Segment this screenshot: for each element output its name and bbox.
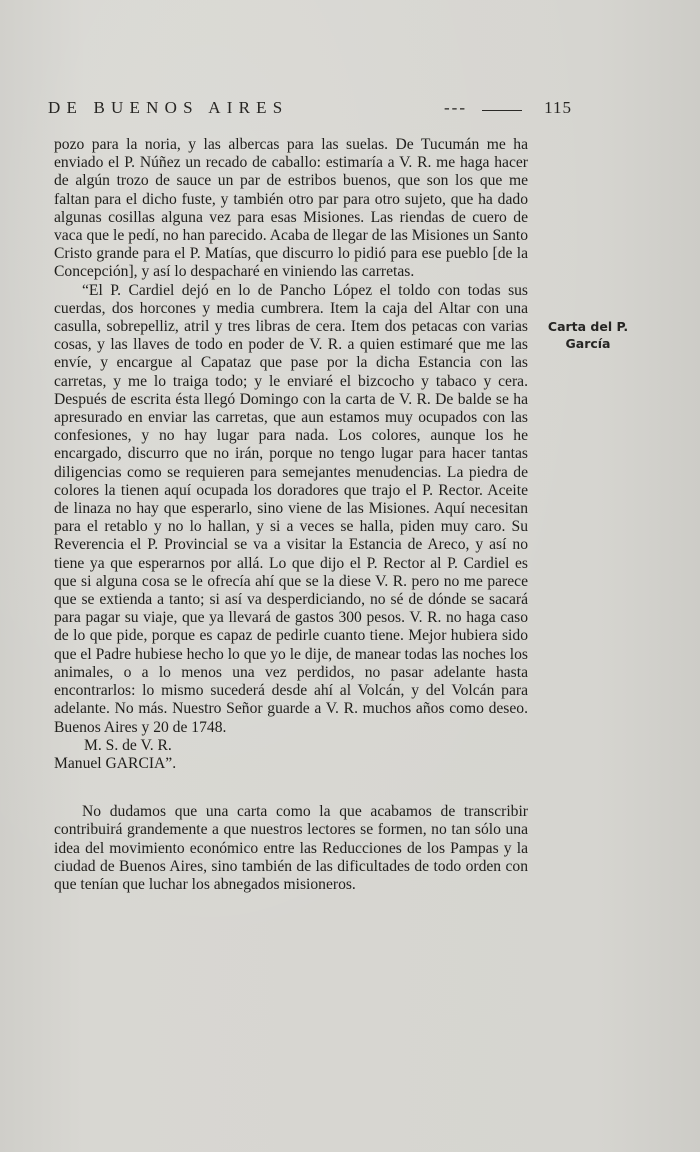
margin-note-line-2: García [565,336,611,351]
page-number: 115 [544,98,572,117]
paragraph-letter: “El P. Cardiel dejó en lo de Pancho López el toldo con todas sus cuerdas, dos horcones y media cumbrera. Item la caja del Altar con una casulla, sobrepelliz, atril y tres libras de cera. Item dos petacas con varias cosas, y las llaves de todo en poder de V. R. a quien estimaré que me las envíe, y encargue al Capataz que pase por la dicha Estancia con las carretas, y me lo traiga todo; y le enviaré el bizcocho y tabaco y cera. Después de escrita ésta llegó Domingo con la carta de V. R. De balde se ha apresurado en enviar las carretas, que aun estamos muy ocupados con las confesiones, y no hay lugar para nada. Los colores, aunque los he encargado, discurro que no irán, porque no tengo lugar para hacer tantas diligencias como se requieren para semejantes menudencias. La piedra de colores la tienen aquí ocupada los doradores que trajo el P. Rector. Aceite de linaza no hay que esperarlo, sino viene de las Misiones. Aquí necesitan para el retablo y no lo hallan, y si a veces se halla, piden muy caro. Su Reverencia el P. Provincial se va a visitar la Estancia de Areco, y así no tiene ya que esperarnos por allá. Lo que dijo el P. Rector al P. Cardiel es que si alguna cosa se le ofrecía ahí que se la diese V. R. pero no me parece que se extienda a tanto; si así va desperdiciando, no sé de dónde se sacará para pagar su viaje, que ya llevará de gastos 300 pesos. V. R. no haga caso de lo que pide, porque es capaz de pedirle cuanto tiene. Mejor hubiera sido que el Padre hubiese hecho lo que yo le dije, de manear todas las noches los animales, o a lo menos una vez perdidos, no pasar adelante hasta encontrarlos: lo mismo sucederá desde ahí al Volcán, y del Volcán para adelante. No más. Nuestro Señor guarde a V. R. muchos años como deseo. Buenos Aires y 20 de 1748. [54,281,528,736]
main-text [54,136,528,894]
running-title: DE BUENOS AIRES [48,98,289,117]
running-header [48,98,572,122]
paragraph-continued: pozo para la noria, y las albercas para las suelas. De Tucumán me ha enviado el P. Núñez un recado de caballo: estimaría a V. R. me haga hacer de algún trozo de sauce un par de estribos buenos, que son los que me faltan para el dicho fuste, y también otro par para otro sujeto, que ha dado algunas cosillas alguna vez para esas Misiones. Las riendas de cuero de vaca que le pedí, no han parecido. Acaba de llegar de las Misiones un Santo Cristo grande para el P. Matías, que discurro lo pidió para ese pueblo [de la Concepción], y así lo despacharé en viniendo las carretas. [54,136,528,281]
header-dashes: --- [444,98,467,117]
paragraph-commentary: No dudamos que una carta como la que acabamos de transcribir contribuirá grandemente a que nuestros lectores se formen, no tan sólo una idea del movimiento económico entre las Reducciones de los Pampas y la ciudad de Buenos Aires, sino también de las dificultades de todo orden con que tenían que luchar los abnegados misioneros. [54,803,528,893]
header-rule [482,110,522,111]
margin-note [532,318,644,352]
letter-signature: Manuel GARCIA”. [54,754,177,772]
margin-note-line-1: Carta del P. [547,319,629,334]
letter-salutation: M. S. de V. R. [84,736,172,754]
paragraph-gap [54,773,528,803]
